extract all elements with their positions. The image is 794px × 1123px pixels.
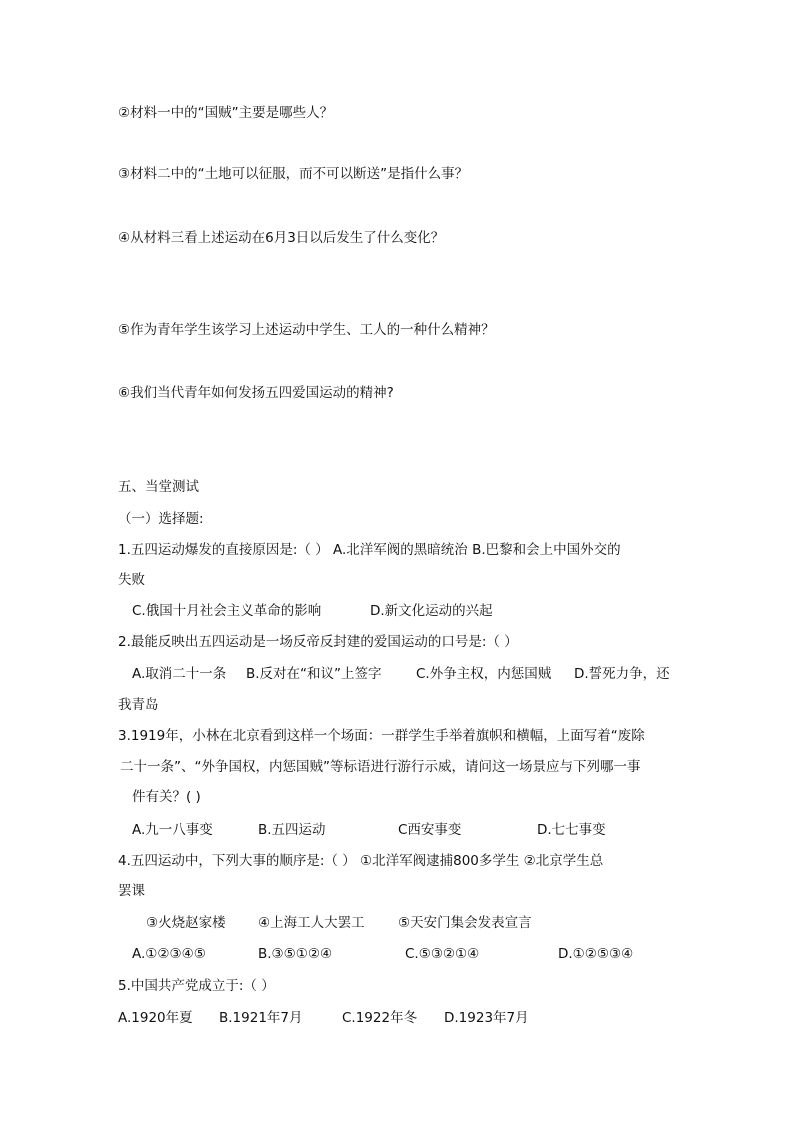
q5-option-b: B.1921年7月 (219, 1010, 303, 1026)
q4-event-3: ③火烧赵家楼 (146, 915, 226, 931)
q3-stem-cont: 二十一条”、“外争国权，内惩国贼”等标语进行游行示威，请问这一场景应与下列哪一事 (120, 759, 641, 775)
q1-option-d: D.新文化运动的兴起 (370, 603, 493, 619)
q5-stem: 5.中国共产党成立于:（ ） (118, 978, 275, 994)
section-title: 五、当堂测试 (118, 479, 199, 495)
q4-stem: 4.五四运动中，下列大事的顺序是:（ ） ①北洋军阀逮捕800多学生 ②北京学生总 (118, 853, 604, 869)
q3-stem-cont2: 件有关？( ) (132, 789, 201, 805)
q4-event-4: ④上海工人大罢工 (258, 915, 365, 931)
q2-stem: 2.最能反映出五四运动是一场反帝反封建的爱国运动的口号是:（ ） (118, 634, 518, 650)
q3-option-a: A.九一八事变 (132, 822, 213, 838)
q4-stem-cont: 罢课 (118, 883, 145, 899)
question-6: ⑥我们当代青年如何发扬五四爱国运动的精神? (118, 385, 394, 401)
q2-option-a: A.取消二十一条 (132, 666, 227, 682)
q1-option-c: C.俄国十月社会主义革命的影响 (132, 603, 322, 619)
q4-option-a: A.①②③④⑤ (132, 946, 206, 962)
q4-option-d: D.①②⑤③④ (558, 946, 634, 962)
q4-option-c: C.⑤③②①④ (405, 946, 480, 962)
q5-option-c: C.1922年冬 (342, 1010, 418, 1026)
q3-option-c: C西安事变 (398, 822, 462, 838)
question-5: ⑤作为青年学生该学习上述运动中学生、工人的一种什么精神？ (118, 322, 495, 338)
sub-title: （一）选择题: (118, 511, 204, 527)
q3-option-b: B.五四运动 (258, 822, 326, 838)
q2-option-d-cont: 我青岛 (118, 697, 159, 713)
q3-stem: 3.1919年，小林在北京看到这样一个场面：一群学生手举着旗帜和横幅，上面写着“废除 (118, 728, 645, 744)
q3-option-d: D.七七事变 (537, 822, 606, 838)
q2-option-b: B.反对在“和议”上签字 (246, 666, 382, 682)
question-4: ④从材料三看上述运动在6月3日以后发生了什么变化？ (118, 230, 445, 246)
q2-option-c: C.外争主权，内惩国贼 (416, 666, 552, 682)
q1-stem-cont: 失败 (118, 572, 145, 588)
question-3: ③材料二中的“土地可以征服，而不可以断送”是指什么事？ (118, 166, 469, 182)
q4-option-b: B.③⑤①②④ (258, 946, 333, 962)
q1-stem: 1.五四运动爆发的直接原因是:（ ） A.北洋军阀的黑暗统治 B.巴黎和会上中国外交的 (118, 542, 621, 558)
question-2: ②材料一中的“国贼”主要是哪些人？ (118, 105, 334, 121)
q5-option-a: A.1920年夏 (118, 1010, 193, 1026)
q4-event-5: ⑤天安门集会发表宣言 (398, 915, 532, 931)
q2-option-d: D.誓死力争，还 (574, 666, 670, 682)
q5-option-d: D.1923年7月 (444, 1010, 529, 1026)
